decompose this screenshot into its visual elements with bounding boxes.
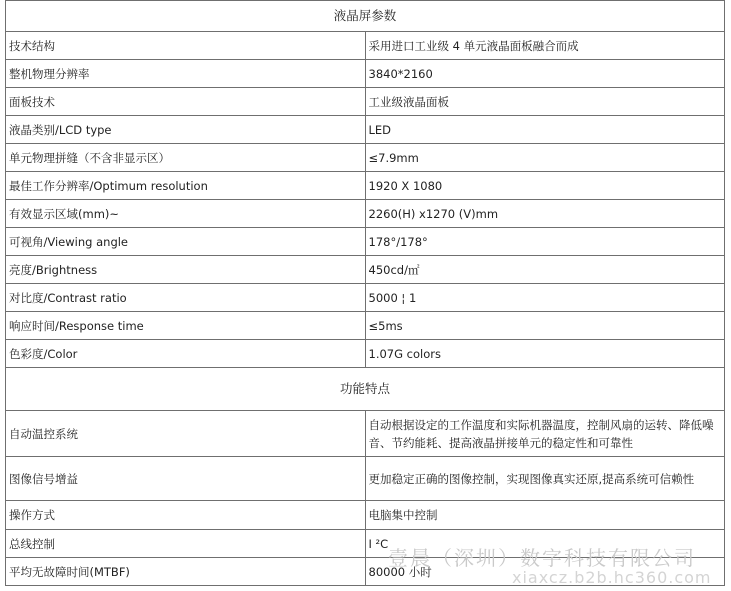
table-row — [6, 200, 725, 228]
param-value: 工业级液晶面板 — [365, 88, 725, 116]
param-value: 3840*2160 — [365, 60, 725, 88]
param-label: 有效显示区域(mm)~ — [6, 200, 366, 228]
param-label: 色彩度/Color — [6, 340, 366, 368]
feature-label: 总线控制 — [6, 530, 366, 558]
feature-value: 80000 小时 — [365, 558, 725, 586]
table-row — [6, 60, 725, 88]
param-value: 178°/178° — [365, 228, 725, 256]
table-row — [6, 144, 725, 172]
param-value: 1920 X 1080 — [365, 172, 725, 200]
table-row — [6, 172, 725, 200]
spec-table — [5, 0, 725, 586]
param-label: 技术结构 — [6, 32, 366, 60]
table-row — [6, 340, 725, 368]
param-label: 可视角/Viewing angle — [6, 228, 366, 256]
param-value: 1.07G colors — [365, 340, 725, 368]
param-value: ≤7.9mm — [365, 144, 725, 172]
param-label: 最佳工作分辨率/Optimum resolution — [6, 172, 366, 200]
table-row — [6, 501, 725, 530]
feature-value: 自动根据设定的工作温度和实际机器温度，控制风扇的运转、降低噪音、节约能耗、提高液晶拼接单元的稳定性和可靠性 — [365, 411, 725, 457]
param-label: 液晶类别/LCD type — [6, 116, 366, 144]
param-value: 450cd/㎡ — [365, 256, 725, 284]
table-row — [6, 457, 725, 501]
param-label: 亮度/Brightness — [6, 256, 366, 284]
feature-label: 平均无故障时间(MTBF) — [6, 558, 366, 586]
param-label: 整机物理分辨率 — [6, 60, 366, 88]
table-row — [6, 32, 725, 60]
feature-label: 图像信号增益 — [6, 457, 366, 501]
watermark-url: xiaxcz.b2b.hc360.com — [512, 568, 712, 587]
param-label: 面板技术 — [6, 88, 366, 116]
table-row — [6, 228, 725, 256]
param-label: 单元物理拼缝（不含非显示区） — [6, 144, 366, 172]
feature-label: 操作方式 — [6, 501, 366, 530]
feature-section-title: 功能特点 — [6, 368, 725, 411]
table-row — [6, 411, 725, 457]
table-row — [6, 312, 725, 340]
watermark-company: 壹晨（深圳）数字科技有限公司 — [388, 546, 696, 570]
table-row — [6, 256, 725, 284]
param-value: ≤5ms — [365, 312, 725, 340]
lcd-section-title: 液晶屏参数 — [6, 1, 725, 32]
param-value: 采用进口工业级 4 单元液晶面板融合而成 — [365, 32, 725, 60]
param-value: 2260(H) x1270 (V)mm — [365, 200, 725, 228]
table-row — [6, 116, 725, 144]
param-value: LED — [365, 116, 725, 144]
feature-value: 电脑集中控制 — [365, 501, 725, 530]
param-value: 5000 ¦ 1 — [365, 284, 725, 312]
feature-label: 自动温控系统 — [6, 411, 366, 457]
feature-value: I ²C — [365, 530, 725, 558]
param-label: 响应时间/Response time — [6, 312, 366, 340]
feature-value: 更加稳定正确的图像控制，实现图像真实还原,提高系统可信赖性 — [365, 457, 725, 501]
table-row — [6, 88, 725, 116]
param-label: 对比度/Contrast ratio — [6, 284, 366, 312]
table-row — [6, 284, 725, 312]
